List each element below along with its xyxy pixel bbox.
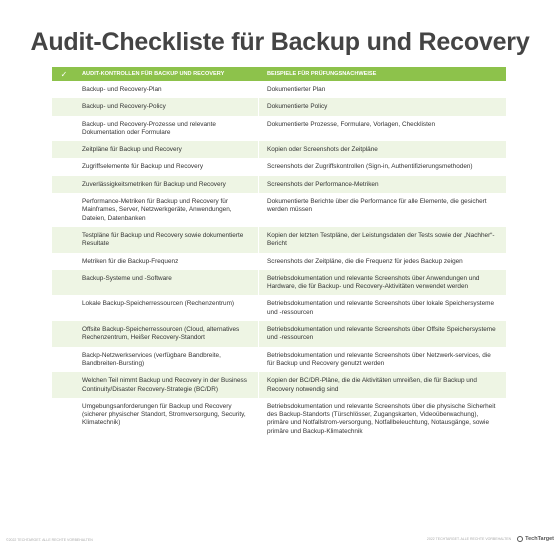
table-row (52, 227, 506, 253)
row-check-cell (52, 372, 76, 398)
logo-text: TechTarget (525, 536, 554, 542)
evidence-cell: Kopien oder Screenshots der Zeitpläne (267, 146, 378, 154)
row-check-cell (52, 176, 76, 193)
table-row (52, 347, 506, 373)
evidence-cell: Betriebsdokumentation und relevante Screenshots über Offsite Speichersysteme und -ressourcen (267, 326, 496, 342)
table-row (52, 253, 506, 270)
row-check-cell (52, 270, 76, 296)
table-row (52, 176, 506, 193)
evidence-cell: Dokumentierte Berichte über die Performance für alle Elemente, die gesichert werden müssen (267, 198, 487, 214)
row-check-cell (52, 193, 76, 227)
evidence-cell: Kopien der letzten Testpläne, der Leistungsdaten der Tests sowie der „Nachher“-Bericht (267, 231, 495, 248)
table-row (52, 141, 506, 158)
audit-control-cell: Zuverlässigkeitsmetriken für Backup und Recovery (76, 176, 259, 193)
audit-control-cell: Backup- und Recovery-Plan (76, 81, 259, 98)
audit-control-cell: Backup- und Recovery-Prozesse und relevante Dokumentation oder Formulare (76, 116, 259, 142)
checkmark-icon: ✓ (60, 69, 68, 79)
audit-control-cell: Performance-Metriken für Backup und Recovery für Mainframes, Server, Netzwerkgeräte, Anwendungen, Dateien, Datenbanken (76, 193, 259, 227)
table-row (52, 116, 506, 142)
logo-mark-icon (517, 536, 523, 542)
audit-control-cell: Backup- und Recovery-Policy (76, 98, 259, 115)
audit-control-cell: Testpläne für Backup und Recovery sowie dokumentierte Resultate (76, 227, 259, 253)
evidence-cell: Betriebsdokumentation und relevante Screenshots über die physische Sicherheit des Backup-Standorts (Türschlösser, Zugangskarten, Videoüberwachung), primäre und Notfallstrom-versorgung, Notfallbeleuchtung, Notausgänge, sowie primäre und Backup-Klimatechnik (267, 402, 496, 435)
audit-control-cell: Zugriffselemente für Backup und Recovery (76, 158, 259, 175)
table-row (52, 372, 506, 398)
audit-control-cell: Welchen Teil nimmt Backup und Recovery in der Business Continuity/Disaster Recovery-Strategie (BC/DR) (76, 372, 259, 398)
techtarget-logo (517, 536, 554, 542)
table-row (52, 81, 506, 98)
footer-right (427, 536, 554, 542)
audit-control-cell: Umgebungsanforderungen für Backup und Recovery (sicherer physischer Standort, Stromversorgung, Security, Klimatechnik) (76, 398, 259, 440)
row-check-cell (52, 227, 76, 253)
evidence-cell: Dokumentierte Prozesse, Formulare, Vorlagen, Checklisten (267, 120, 436, 128)
audit-control-cell: Metriken für die Backup-Frequenz (76, 253, 259, 270)
row-check-cell (52, 116, 76, 142)
audit-control-cell: Zeitpläne für Backup und Recovery (76, 141, 259, 158)
row-check-cell (52, 81, 76, 98)
row-check-cell (52, 347, 76, 373)
row-check-cell (52, 253, 76, 270)
table-body (52, 81, 506, 440)
evidence-cell: Betriebsdokumentation und relevante Screenshots über Anwendungen und Hardware, die für Backup- und Recovery-Aktivitäten verwendet werden (267, 274, 480, 291)
row-check-cell (52, 295, 76, 321)
footer-rights: 2022 TECHTARGET. ALLE RECHTE VORBEHALTEN (426, 537, 512, 541)
table-row (52, 295, 506, 321)
row-check-cell (52, 398, 76, 440)
evidence-cell: Betriebsdokumentation und relevante Screenshots über lokale Speichersysteme und -ressourcen (267, 300, 494, 316)
table-row (52, 398, 506, 440)
evidence-cell: Screenshots der Zugriffskontrollen (Sign-in, Authentifizierungsmethoden) (267, 163, 473, 171)
evidence-cell: Dokumentierter Plan (267, 86, 326, 93)
evidence-cell: Betriebsdokumentation und relevante Screenshots über Netzwerk-services, die für Backup und Recovery genutzt werden (267, 351, 491, 367)
audit-control-cell: Lokale Backup-Speicherressourcen (Rechenzentrum) (76, 295, 259, 321)
table-row (52, 321, 506, 347)
table-row (52, 270, 506, 296)
checklist-table (52, 67, 506, 440)
evidence-cell: Screenshots der Performance-Metriken (267, 180, 379, 188)
row-check-cell (52, 141, 76, 158)
row-check-cell (52, 158, 76, 175)
header-evidence: BEISPIELE FÜR PRÜFUNGSNACHWEISE (267, 71, 377, 77)
table-row (52, 158, 506, 175)
audit-control-cell: Offsite Backup-Speicherressourcen (Cloud, alternatives Rechenzentrum, Heißer Recovery-Standort (76, 321, 259, 347)
table-header (52, 67, 506, 81)
page-title: Audit-Checkliste für Backup und Recovery (30, 28, 530, 56)
table-row (52, 193, 506, 227)
table-row (52, 98, 506, 115)
footer-copyright: ©2022 TECHTARGET. ALLE RECHTE VORBEHALTEN (6, 538, 93, 542)
row-check-cell (52, 98, 76, 115)
audit-control-cell: Backup-Systeme und -Software (76, 270, 259, 296)
audit-control-cell: Backp-Netzwerkservices (verfügbare Bandbreite, Bandbreiten-Bursting) (76, 347, 259, 373)
evidence-cell: Kopien der BC/DR-Pläne, die die Aktivitäten umreißen, die für Backup und Recovery notwendig sind (267, 377, 477, 393)
row-check-cell (52, 321, 76, 347)
header-controls: AUDIT-KONTROLLEN FÜR BACKUP UND RECOVERY (82, 71, 225, 77)
evidence-cell: Dokumentierte Policy (267, 103, 328, 111)
evidence-cell: Screenshots der Zeitpläne, die die Frequenz für jedes Backup zeigen (267, 257, 463, 265)
